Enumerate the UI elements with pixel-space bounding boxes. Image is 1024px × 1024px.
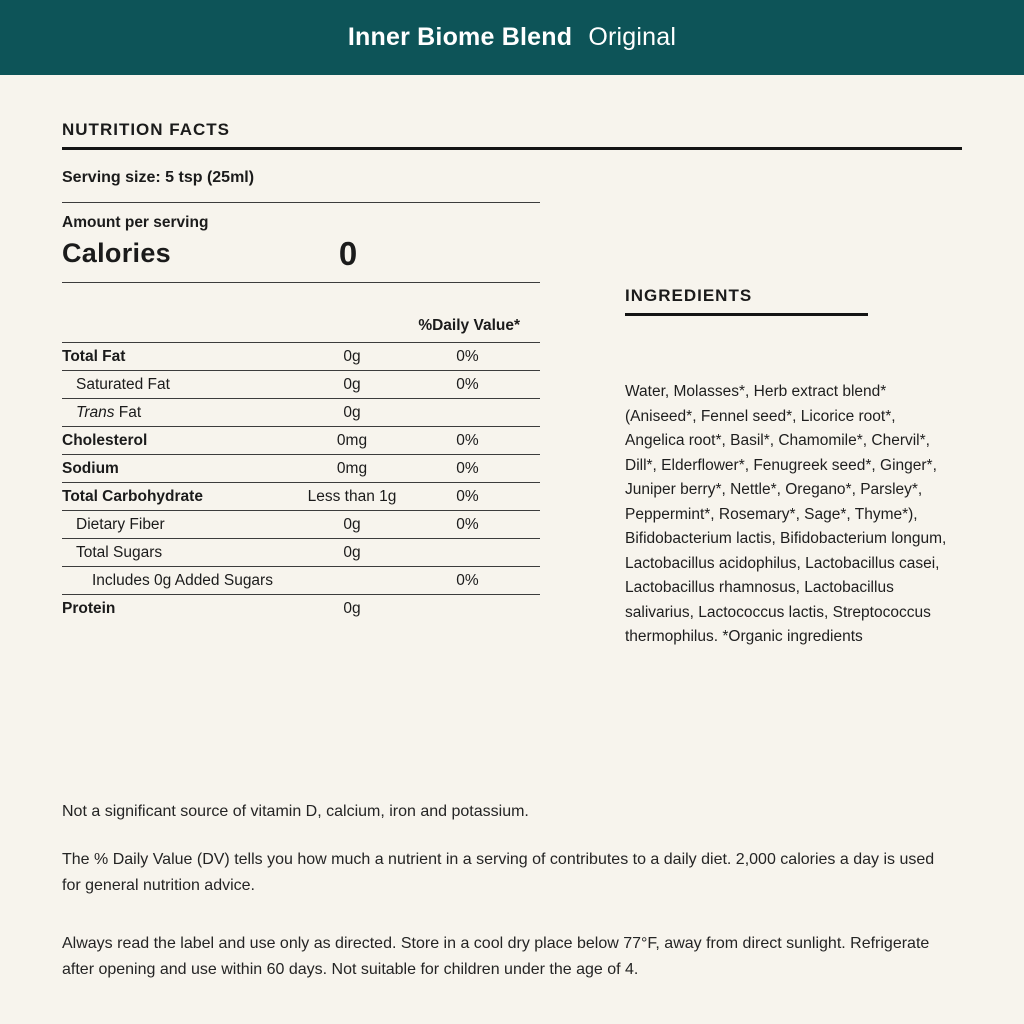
footnote-nutrient-sources: Not a significant source of vitamin D, calcium, iron and potassium. [62,803,529,820]
nutrient-row [62,455,540,483]
nutrient-name: Includes 0g Added Sugars [92,571,273,589]
calories-value: 0 [338,235,358,272]
nutrient-row [62,511,540,539]
nutrient-name: Protein [62,600,116,617]
calories-row [62,235,540,283]
nutrient-name: Cholesterol [62,431,148,449]
nutrient-table [62,317,540,623]
nutrient-name: Saturated Fat [76,375,170,393]
nutrient-daily-value: 0% [456,347,479,365]
footnote-storage-directions: Always read the label and use only as directed. Store in a cool dry place below 77°F, away from direct sunlight. Refrigerate after opening and use within 60 days. Not suitable for children under the age of 4. [62,935,930,978]
nutrient-amount: 0g [343,347,361,365]
footnotes [62,799,942,983]
nutrient-row [62,371,540,399]
daily-value-column-header: %Daily Value* [62,317,540,343]
nutrient-name: Sodium [62,459,119,477]
nutrient-amount: Less than 1g [307,487,397,505]
nutrient-row [62,567,540,595]
nutrient-row [62,427,540,455]
product-name: Inner Biome Blend [347,23,573,51]
nutrient-amount: 0mg [336,431,368,449]
nutrient-daily-value: 0% [456,515,479,533]
calories-label: Calories [62,238,171,268]
nutrient-name: Trans Fat [76,403,142,421]
ingredients-panel [625,286,950,650]
nutrient-row [62,343,540,371]
footnote-daily-value: The % Daily Value (DV) tells you how much a nutrient in a serving of contributes to a daily diet. 2,000 calories a day is used for general nutrition advice. [62,851,935,894]
nutrient-row [62,595,540,623]
nutrient-daily-value: 0% [456,487,479,505]
nutrient-name: Total Carbohydrate [62,487,203,505]
nutrient-amount: 0g [343,375,361,393]
nutrient-daily-value: 0% [456,431,479,449]
nutrient-row [62,483,540,511]
nutrient-row [62,399,540,427]
nutrient-daily-value: 0% [456,375,479,393]
header-bar [0,0,1024,75]
nutrient-amount: 0g [343,515,361,533]
nutrient-amount: 0mg [336,459,368,477]
product-variant: Original [588,23,677,51]
nutrition-facts-body [62,169,540,623]
amount-per-serving-label: Amount per serving [62,214,209,231]
nutrient-name: Dietary Fiber [76,515,165,533]
nutrient-rows [62,343,540,623]
nutrient-amount: 0g [343,600,361,617]
ingredients-text: Water, Molasses*, Herb extract blend* (Aniseed*, Fennel seed*, Licorice root*, Angelica root*, Basil*, Chamomile*, Chervil*, Dill*, Elderflower*, Fenugreek seed*, Ginger*, Juniper berry*, Nettle*, Oregano*, Parsley*, Peppermint*, Rosemary*, Sage*, Thyme*), Bifidobacterium lactis, Bifidobacterium longum, Lactobacillus acidophilus, Lactobacillus casei, Lactobacillus rhamnosus, Lactobacillus salivarius, Lactococcus lactis, Streptococcus thermophilus. *Organic ingredients [625,383,947,645]
nutrient-row [62,539,540,567]
nutrient-amount: 0g [343,543,361,561]
nutrient-name: Total Sugars [76,543,163,561]
product-title [348,23,676,52]
serving-size: Serving size: 5 tsp (25ml) [62,169,540,203]
nutrient-daily-value: 0% [456,459,479,477]
ingredients-heading: INGREDIENTS [625,286,868,316]
nutrition-facts-heading: NUTRITION FACTS [62,120,962,150]
nutrient-name: Total Fat [62,347,126,365]
nutrient-amount: 0g [343,403,361,421]
nutrient-daily-value: 0% [456,571,479,589]
